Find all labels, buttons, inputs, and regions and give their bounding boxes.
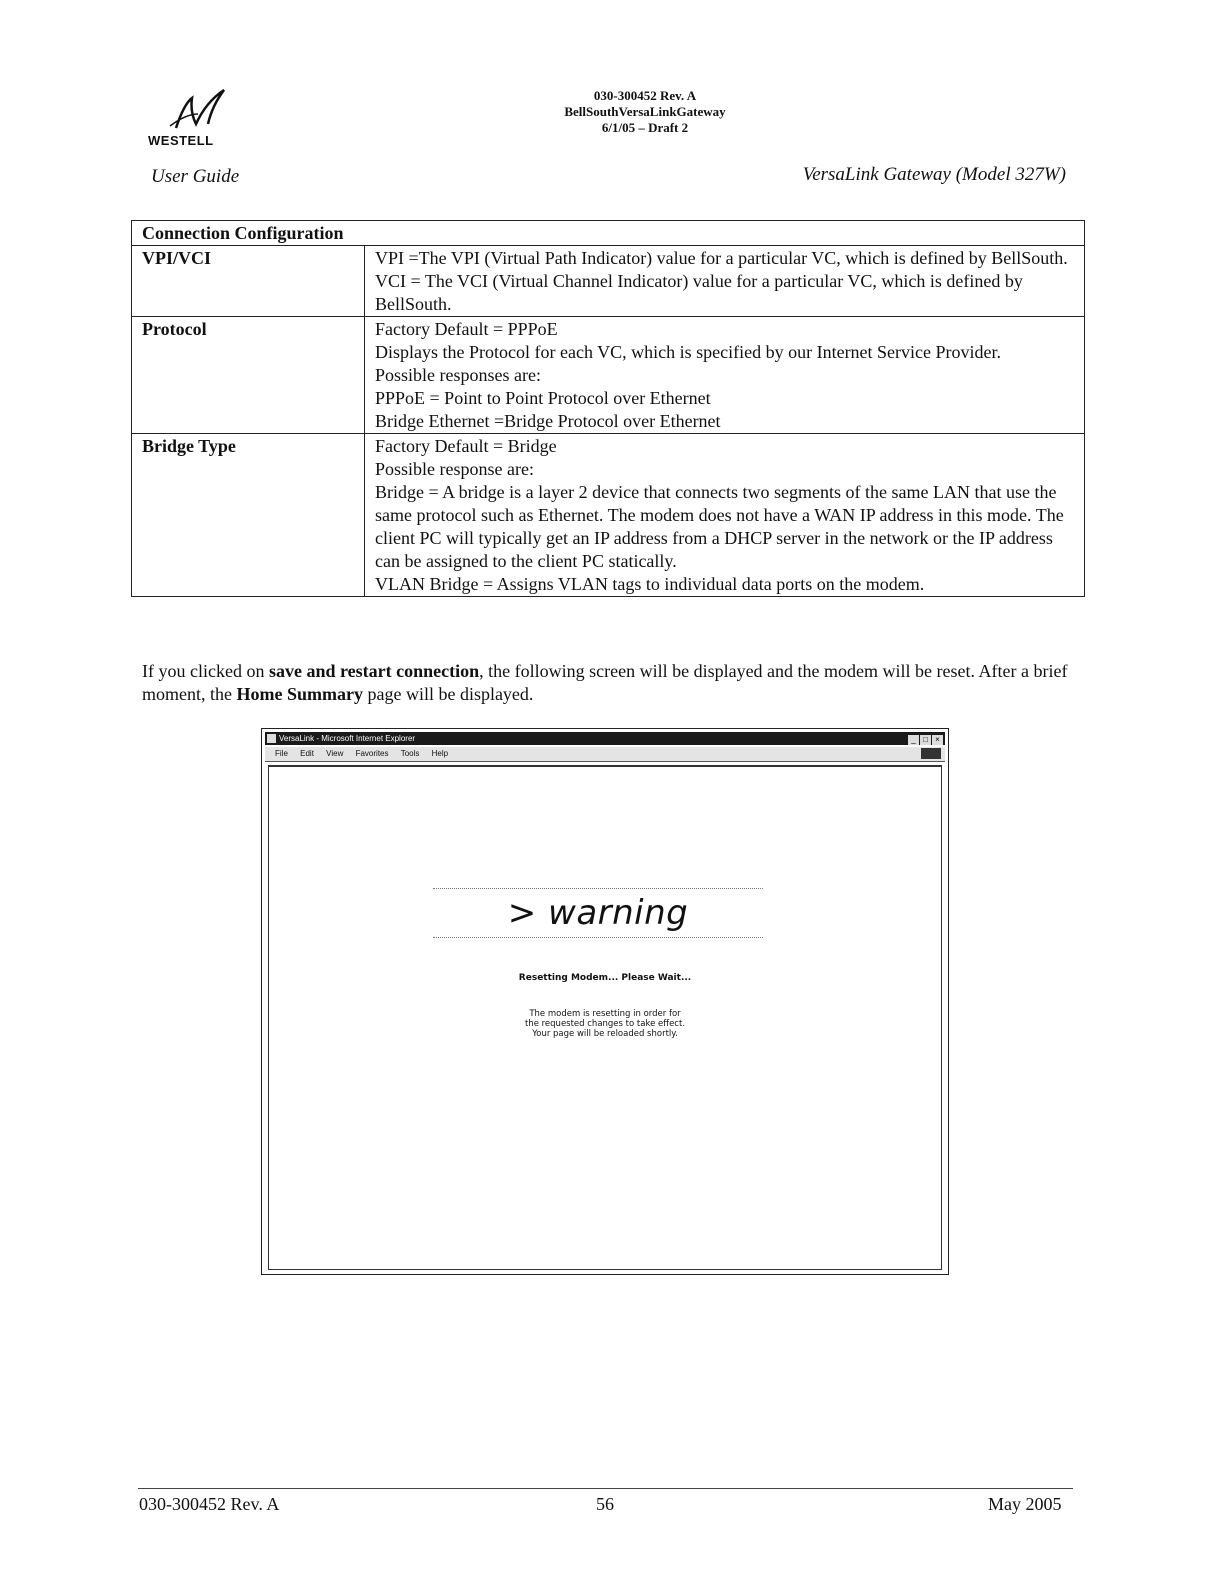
paragraph-text: , the following screen will be displayed and the modem will be reset. After a brief moment, the [142,661,1068,704]
reset-message [269,1009,941,1039]
description-line: VCI = The VCI (Virtual Channel Indicator) value for a particular VC, which is defined by BellSouth. [375,271,1023,314]
header-right-title: VersaLink Gateway (Model 327W) [802,164,1066,185]
doc-number: 030-300452 Rev. A [593,88,697,103]
description-line: Displays the Protocol for each VC, which is specified by our Internet Service Provider. [375,342,1002,362]
description-line: PPPoE = Point to Point Protocol over Ethernet [375,388,711,408]
footer-rule [138,1488,1073,1489]
row-label: Protocol [132,317,365,434]
doc-date: 6/1/05 – Draft 2 [601,120,689,135]
doc-title: BellSouthVersaLinkGateway [564,104,726,119]
menu-tools[interactable]: Tools [400,749,420,758]
menu-view[interactable]: View [326,749,344,758]
browser-title: VersaLink - Microsoft Internet Explorer [279,734,416,743]
window-controls [907,733,943,746]
menu-favorites[interactable]: Favorites [355,749,389,758]
maximize-icon[interactable]: □ [920,735,931,745]
row-label: Bridge Type [132,434,365,597]
brand-name: WESTELL [148,133,214,148]
menu-file[interactable]: File [275,749,288,758]
document-info [480,88,810,136]
table-heading: Connection Configuration [132,221,1085,246]
row-label: VPI/VCI [132,246,365,317]
description-line: VLAN Bridge = Assigns VLAN tags to individual data ports on the modem. [375,574,925,594]
row-description [365,434,1085,597]
description-line: VPI =The VPI (Virtual Path Indicator) value for a particular VC, which is defined by BellSouth. [375,248,1068,268]
paragraph-text: If you clicked on [142,661,269,681]
description-line: Possible response are: [375,459,534,479]
paragraph-bold-text: Home Summary [236,684,363,704]
paragraph-text: page will be displayed. [362,684,534,704]
instruction-paragraph [142,660,1102,706]
footer-page-number: 56 [596,1494,614,1514]
description-line: Bridge = A bridge is a layer 2 device that connects two segments of the same LAN that use the same protocol such as Ethernet. The modem does not have a WAN IP address in this mode. The client PC will typically get an IP address from a DHCP server in the network or the IP address can be assigned to the client PC statically. [375,482,1064,571]
footer-doc-number: 030-300452 Rev. A [139,1494,280,1514]
message-line: the requested changes to take effect. [524,1019,686,1029]
connection-configuration-table [131,220,1085,597]
browser-title-bar [265,732,945,745]
table-row [132,246,1085,317]
row-description [365,317,1085,434]
message-line: Your page will be reloaded shortly. [532,1029,678,1039]
minimize-icon[interactable]: _ [908,735,919,745]
browser-content [268,765,942,1270]
warning-banner [433,888,763,938]
westell-logo [148,84,258,154]
menu-edit[interactable]: Edit [300,749,314,758]
row-description [365,246,1085,317]
footer-date: May 2005 [988,1494,1062,1514]
description-line: Factory Default = PPPoE [375,319,558,339]
close-icon[interactable]: × [932,735,943,745]
ie-icon [267,734,276,743]
description-line: Bridge Ethernet =Bridge Protocol over Ethernet [375,411,721,431]
windows-logo-icon [921,748,941,759]
description-line: Possible responses are: [375,365,541,385]
table-heading-row [132,221,1085,246]
browser-menu-bar [265,747,945,762]
menu-help[interactable]: Help [431,749,449,758]
table-row [132,317,1085,434]
paragraph-bold-text: save and restart connection [268,661,480,681]
warning-title: > warning [507,893,689,933]
browser-window-screenshot [261,728,949,1275]
table-row [132,434,1085,597]
reset-status: Resetting Modem... Please Wait... [518,973,692,983]
header-left-title: User Guide [151,166,240,187]
description-line: Factory Default = Bridge [375,436,557,456]
westell-logo-mark [166,84,256,134]
message-line: The modem is resetting in order for [529,1009,681,1019]
